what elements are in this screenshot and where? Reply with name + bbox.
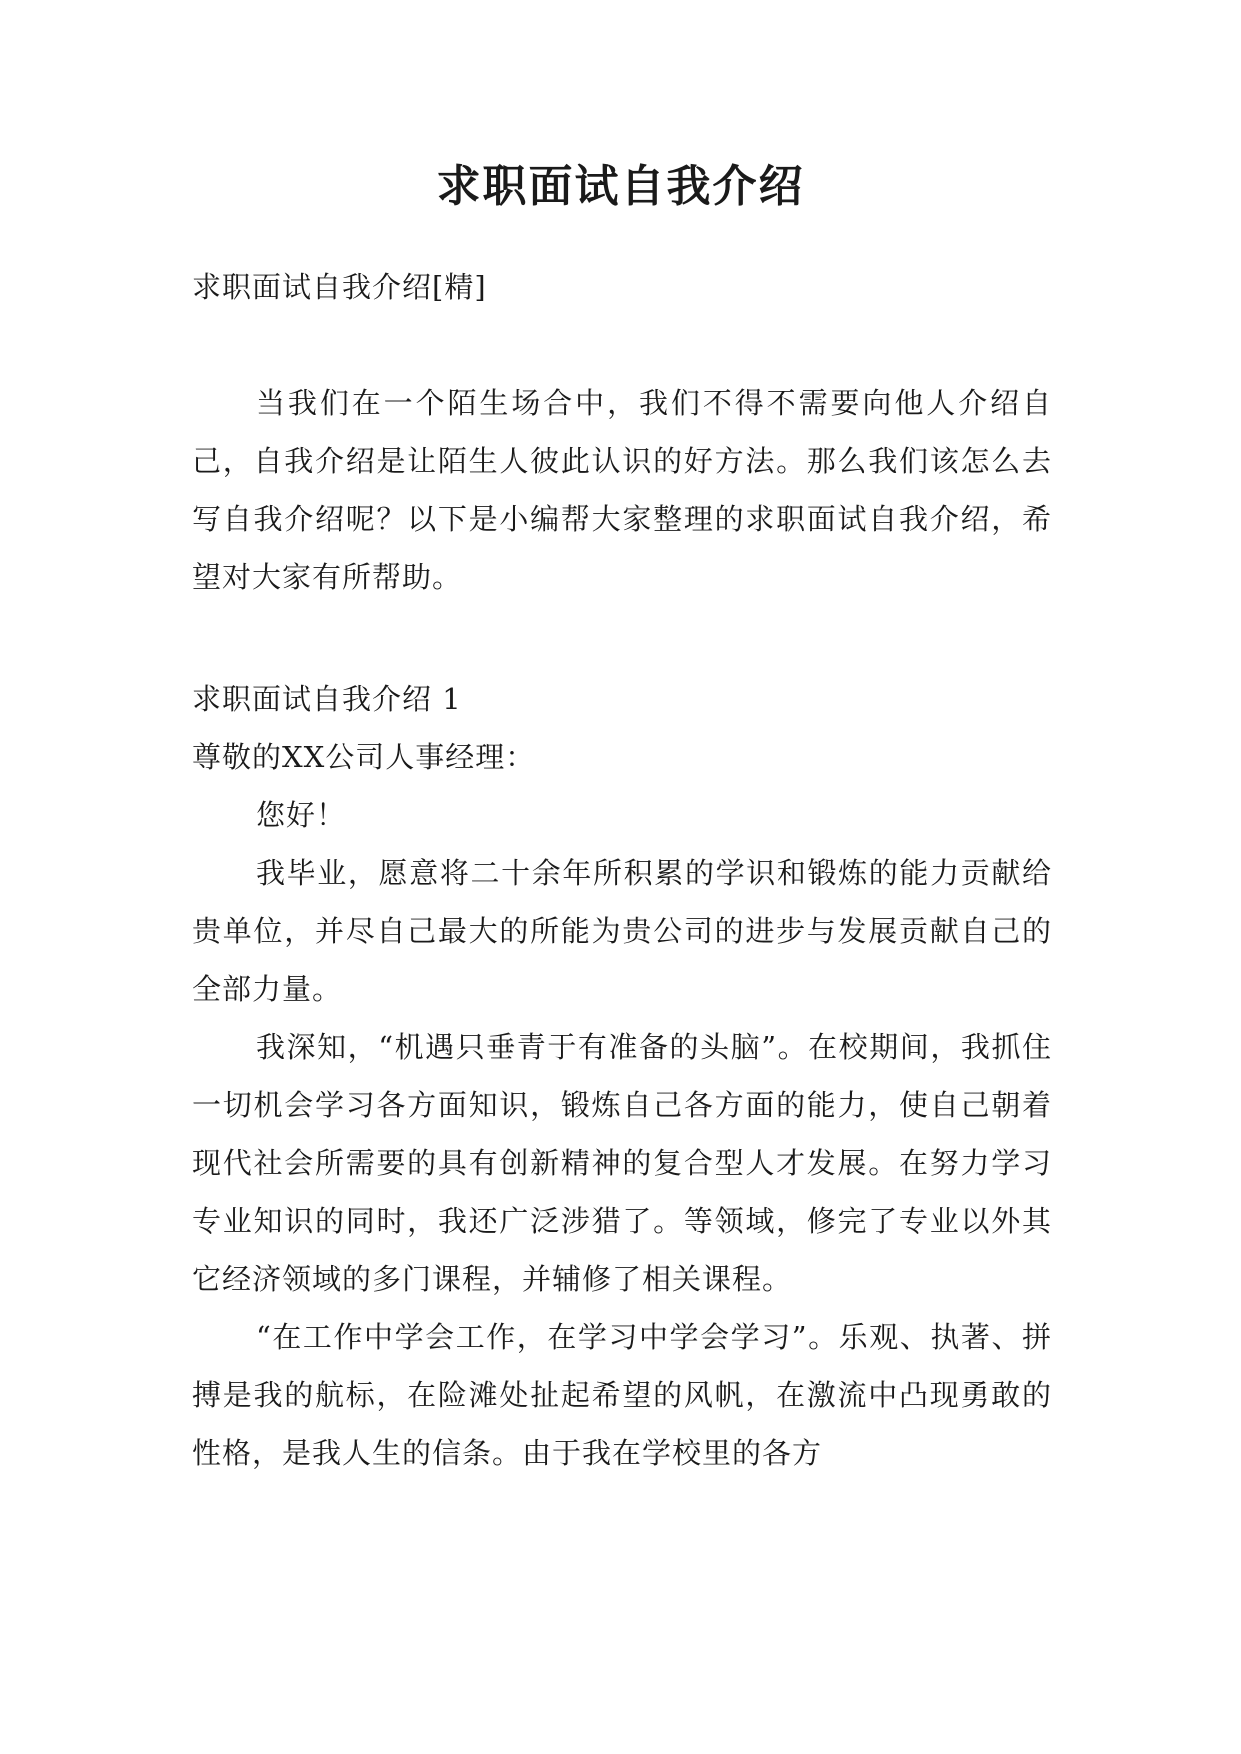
document-body xyxy=(192,258,1052,1482)
body-paragraph-1: 我毕业，愿意将二十余年所积累的学识和锻炼的能力贡献给贵单位，并尽自己最大的所能为贵公司的进步与发展贡献自己的全部力量。 xyxy=(192,856,1052,1006)
intro-paragraph: 当我们在一个陌生场合中，我们不得不需要向他人介绍自己，自我介绍是让陌生人彼此认识的好方法。那么我们该怎么去写自我介绍呢？以下是小编帮大家整理的求职面试自我介绍，希望对大家有所帮助。 xyxy=(192,386,1052,594)
document-title: 求职面试自我介绍 xyxy=(436,161,805,212)
body-paragraph-2: 我深知，“机遇只垂青于有准备的头脑”。在校期间，我抓住一切机会学习各方面知识，锻炼自己各方面的能力，使自己朝着现代社会所需要的具有创新精神的复合型人才发展。在努力学习专业知识的同时，我还广泛涉猎了。等领域，修完了专业以外其它经济领域的多门课程，并辅修了相关课程。 xyxy=(192,1030,1052,1296)
body-paragraph-3: “在工作中学会工作，在学习中学会学习”。乐观、执著、拼搏是我的航标，在险滩处扯起希望的风帆，在激流中凸现勇敢的性格，是我人生的信条。由于我在学校里的各方 xyxy=(192,1320,1052,1470)
greeting: 您好！ xyxy=(256,798,347,832)
section-heading: 求职面试自我介绍 1 xyxy=(192,682,462,716)
document-subtitle: 求职面试自我介绍[精] xyxy=(192,270,487,304)
salutation: 尊敬的XX公司人事经理： xyxy=(192,740,536,774)
